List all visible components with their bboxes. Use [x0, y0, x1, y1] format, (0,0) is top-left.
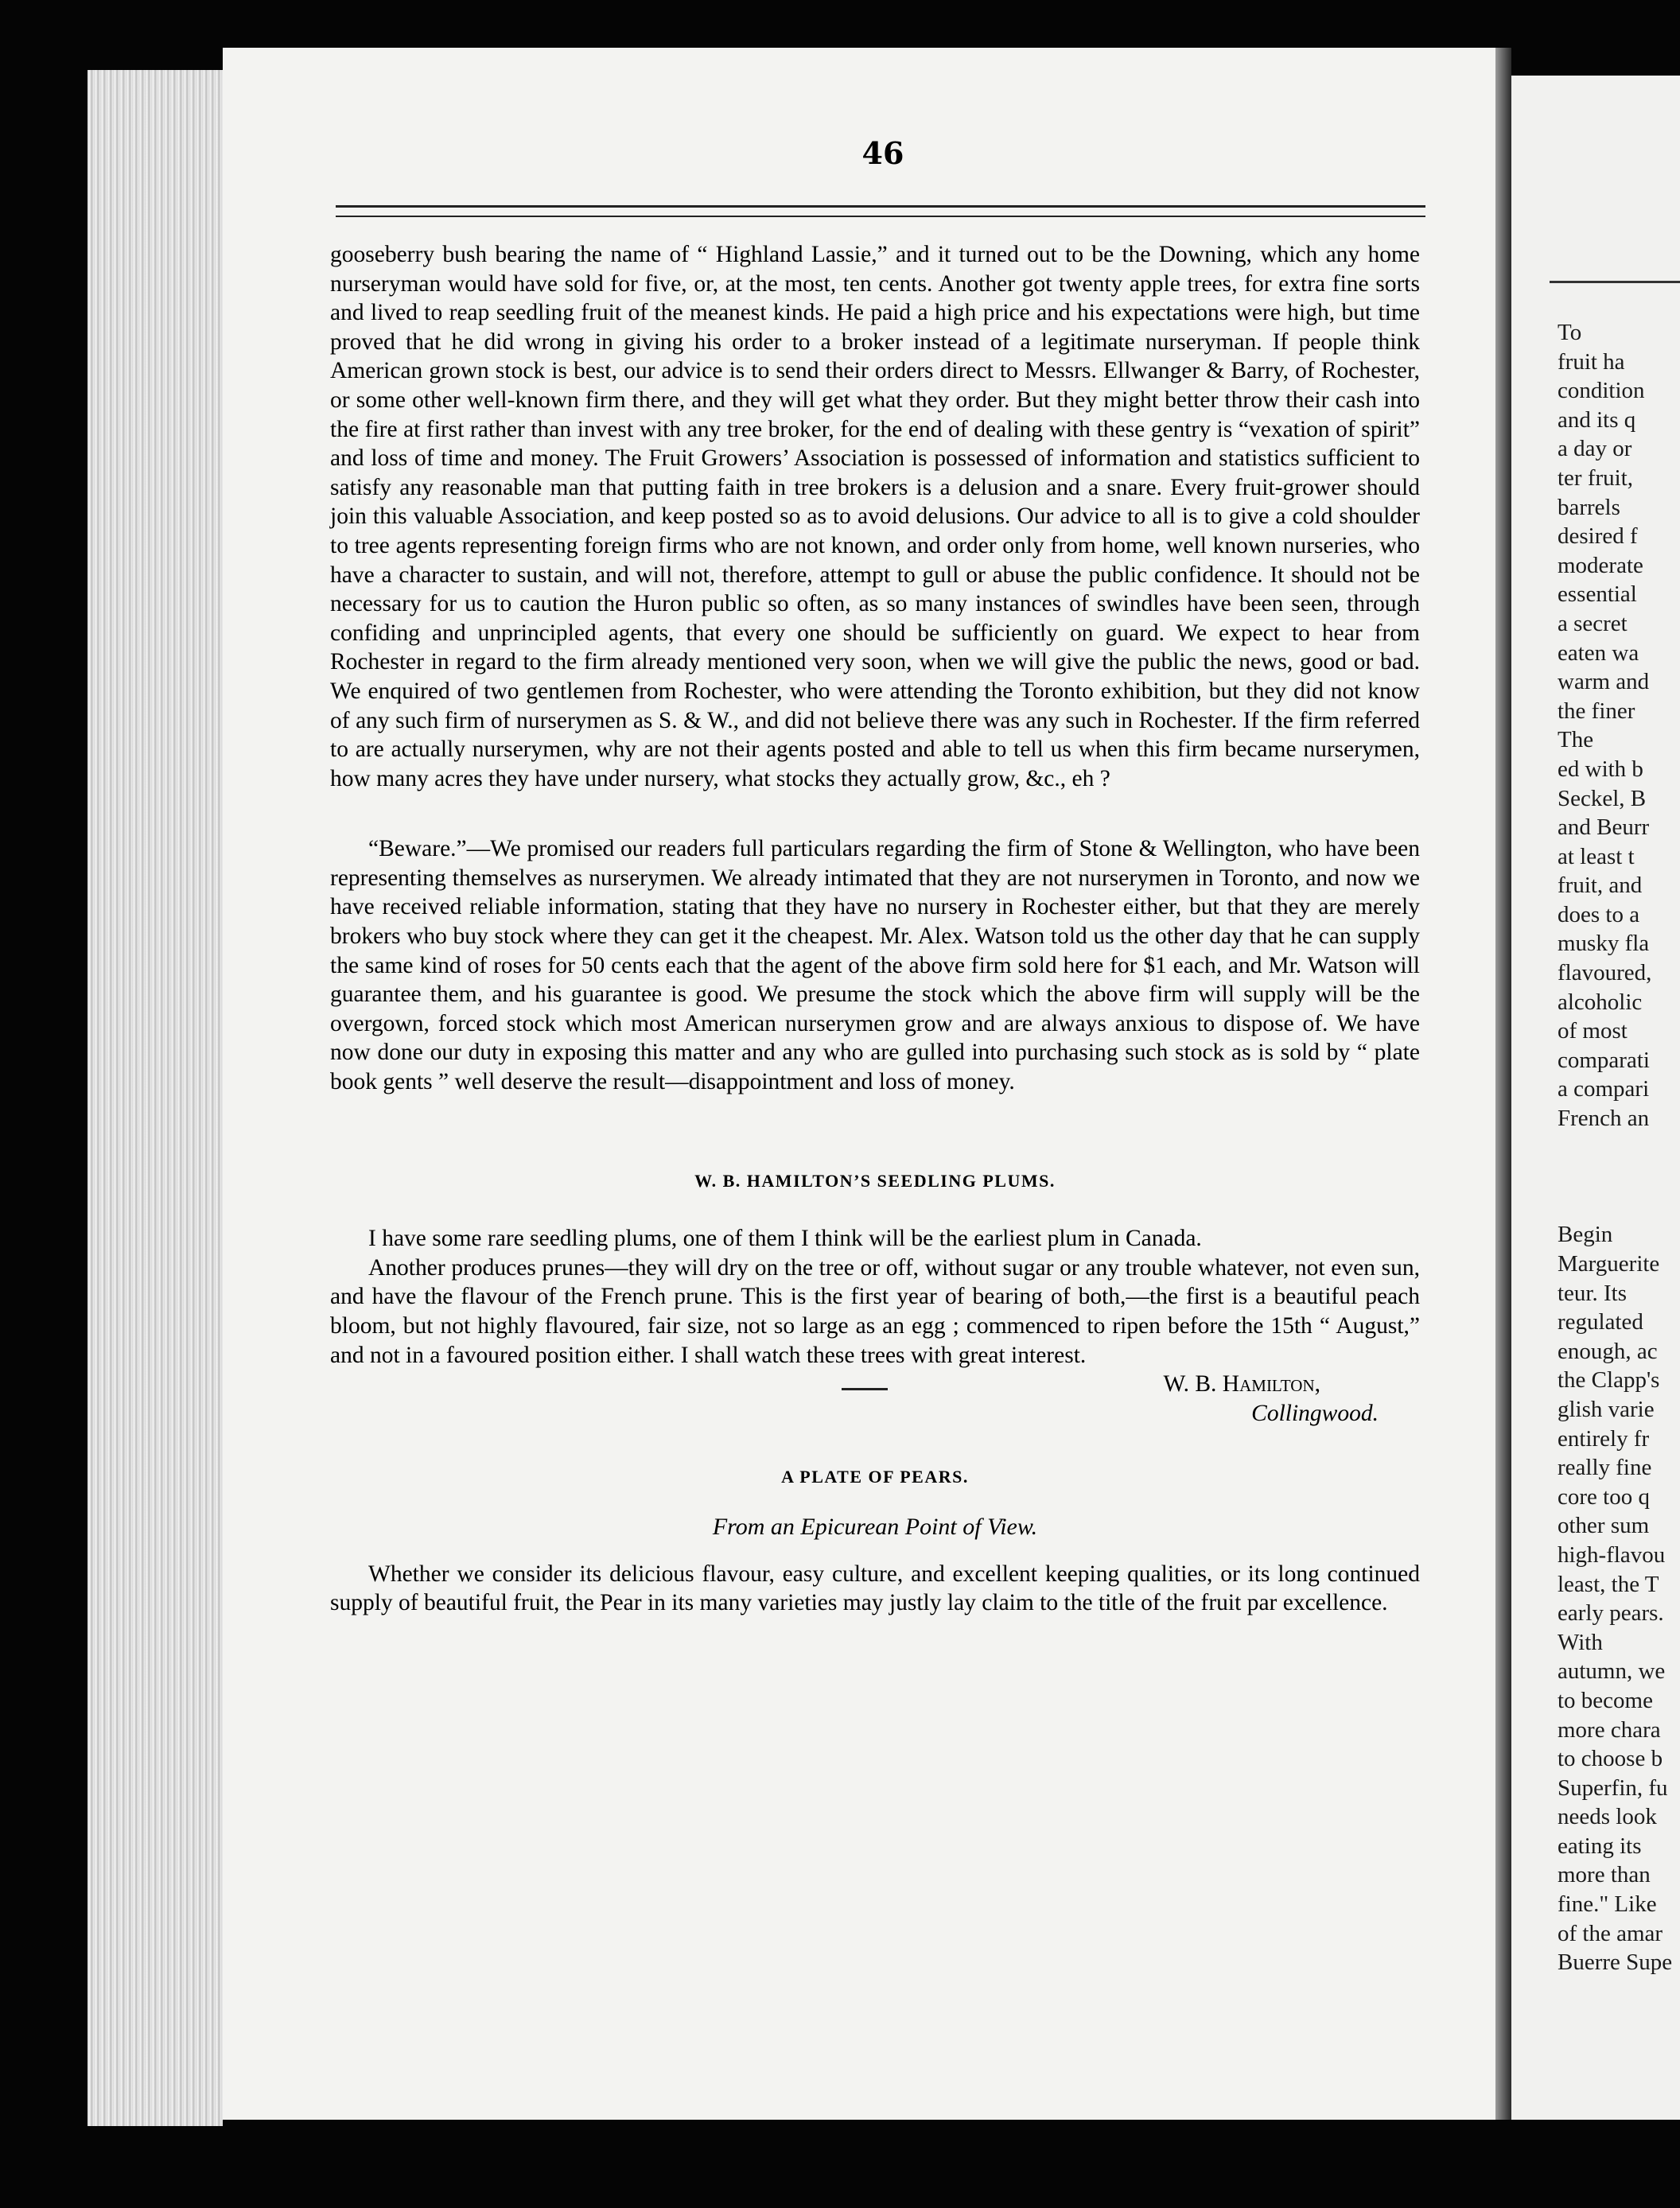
- right-page-line: entirely fr: [1558, 1425, 1650, 1452]
- right-page-line: a compari: [1558, 1076, 1650, 1102]
- right-page-line: really fine: [1558, 1455, 1652, 1481]
- right-page-line: comparati: [1558, 1047, 1650, 1073]
- section-divider-rule: [842, 1388, 888, 1390]
- right-page-line: needs look: [1558, 1804, 1657, 1830]
- right-page: [1511, 76, 1680, 2120]
- right-page-line: at least t: [1558, 843, 1635, 869]
- right-page-line: fruit ha: [1558, 348, 1625, 375]
- book-page-edges: [88, 70, 223, 2126]
- section-subheading-pears: From an Epicurean Point of View.: [712, 1513, 1038, 1540]
- right-page-line: Marguerite: [1558, 1251, 1660, 1277]
- right-page-line: barrels: [1558, 494, 1620, 520]
- right-page-line: eating its: [1558, 1833, 1642, 1859]
- right-page-line: the finer: [1558, 698, 1635, 724]
- right-page-line: glish varie: [1558, 1396, 1655, 1422]
- right-page-line: desired f: [1558, 523, 1638, 550]
- section-heading-hamilton: W. B. HAMILTON’S SEEDLING PLUMS.: [694, 1170, 1056, 1191]
- right-page-line: French an: [1558, 1106, 1650, 1132]
- right-page-line: ter fruit,: [1558, 465, 1634, 491]
- right-page-line: autumn, we: [1558, 1658, 1666, 1685]
- right-page-line: and its q: [1558, 406, 1636, 433]
- header-double-rule: [336, 205, 1425, 217]
- right-page-line: other sum: [1558, 1513, 1650, 1539]
- right-page-line: a day or: [1558, 436, 1632, 462]
- page-number: 46: [861, 135, 904, 171]
- right-page-line: moderate: [1558, 552, 1643, 578]
- right-page-line: a secret: [1558, 610, 1628, 636]
- signature-place: Collingwood.: [1251, 1400, 1379, 1426]
- right-page-line: teur. Its: [1558, 1280, 1627, 1306]
- right-page-line: musky fla: [1558, 931, 1650, 957]
- right-page-line: to become: [1558, 1687, 1653, 1713]
- paragraph-pears: Whether we consider its delicious flavour, easy culture, and excellent keeping qualities, or its long continued supply of beautiful fruit, the Pear in its many varieties may justly lay claim to the title of the fruit par excellence.: [330, 1561, 1420, 1616]
- right-page-line: the Clapp's: [1558, 1367, 1660, 1394]
- right-page-line: and Beurr: [1558, 814, 1650, 841]
- right-page-text: [1558, 318, 1680, 1977]
- right-page-line: core too q: [1558, 1483, 1650, 1510]
- right-page-line: [1558, 1191, 1680, 1221]
- right-page-line: high-flavou: [1558, 1541, 1666, 1568]
- right-page-line: eaten wa: [1558, 639, 1639, 666]
- right-page-line: of the amar: [1558, 1920, 1663, 1946]
- right-page-line: ed with b: [1558, 756, 1643, 782]
- right-page-line: more chara: [1558, 1716, 1661, 1743]
- paragraph-brokers: gooseberry bush bearing the name of “ Highland Lassie,” and it turned out to be the Downing, which any home nurseryman would have sold for five, or, at the most, ten cents. Another got twenty apple trees, for extra fine sorts and lived to reap seedling fruit of the meanest kinds. He paid a high price and his expectations were high, but time proved that he did wrong in giving his order to a broker instead of a legitimate nurseryman. If people think American grown stock is best, our advice is to send their orders direct to Messrs. Ellwanger & Barry, of Rochester, or some other well-known firm there, and they will get what they order. But they might better throw their cash into the fire at first rather than invest with any tree broker, for the end of dealing with these gentry is “vexation of spirit” and loss of time and money. The Fruit Growers’ Association is possessed of information and statistics sufficient to satisfy any reasonable man that putting faith in tree brokers is a delusion and a snare. Every fruit-grower should join this valuable Association, and keep posted so as to avoid delusions. Our advice to all is to give a cold shoulder to tree agents representing foreign firms who are not known, and order only from home, well known nurseries, who have a character to sustain, and will not, therefore, attempt to gull or abuse the public confidence. It should not be necessary for us to caution the Huron public so often, as so many instances of swindles have been seen, through confiding and unprincipled agents, that every one should be sufficiently on guard. We expect to hear from Rochester in regard to the firm already mentioned very soon, when we will give the public the news, good or bad. We enquired of two gentlemen from Rochester, who were attending the Toronto exhibition, but they did not know of any such firm of nurserymen as S. & W., and did not believe there was any such in Rochester. If the firm referred to are actually nurserymen, why are not their agents posted and able to tell us when this firm became nurserymen, how many acres they have under nursery, what stocks they actually grow, &c., eh ?: [330, 242, 1420, 791]
- right-page-line: regulated: [1558, 1309, 1643, 1335]
- right-page-line: least, the T: [1558, 1571, 1659, 1597]
- right-page-line: does to a: [1558, 901, 1640, 927]
- right-page-line: [1558, 1162, 1680, 1191]
- right-page-line: Seckel, B: [1558, 785, 1647, 811]
- paragraph-beware: “Beware.”—We promised our readers full particulars regarding the firm of Stone & Wellington, who have been representing themselves as nurserymen. We already intimated that they are not nurserymen in Toronto, and now we have received reliable information, stating that they have no nursery in Rochester either, but that they are merely brokers who buy stock where they can get it the cheapest. Mr. Alex. Watson told us the other day that he can supply the same kind of roses for 50 cents each that the agent of the above firm sold here for $1 each, and Mr. Watson will guarantee them, and his guarantee is good. We presume the stock which the above firm will supply will be the overgown, forced stock which most American nurserymen grow and are always anxious to dispose of. We have now done our duty in exposing this matter and any who are gulled into purchasing such stock as is sold by “ plate book gents ” well deserve the result—disappointment and loss of money.: [330, 836, 1420, 1095]
- section-spacer: [330, 1097, 1420, 1167]
- right-page-line: fruit, and: [1558, 873, 1643, 899]
- right-page-line: With: [1558, 1629, 1603, 1655]
- right-page-line: Superfin, fu: [1558, 1775, 1668, 1801]
- right-page-line: To: [1558, 320, 1582, 345]
- right-page-line: alcoholic: [1558, 989, 1643, 1015]
- right-page-line: essential: [1558, 581, 1637, 608]
- paragraph-hamilton-2: Another produces prunes—they will dry on the tree or off, without sugar or any trouble whatever, not even sun, and have the flavour of the French prune. This is the first year of bearing of both,—the first is a beautiful peach bloom, but not highly flavoured, fair size, not so large as an egg ; commenced to ripen before the 15th “ August,” and not in a favoured position either. I shall watch these trees with great interest.: [330, 1254, 1420, 1368]
- right-page-line: Begin: [1558, 1222, 1613, 1248]
- paragraph-hamilton-1: I have some rare seedling plums, one of them I think will be the earliest plum in Canada.: [368, 1226, 1202, 1252]
- right-page-line: enough, ac: [1558, 1338, 1658, 1364]
- right-page-line: condition: [1558, 378, 1645, 404]
- section-heading-pears: A PLATE OF PEARS.: [781, 1467, 969, 1487]
- article-body: [330, 240, 1420, 1618]
- right-page-line: more than: [1558, 1862, 1651, 1888]
- right-page-line: early pears.: [1558, 1600, 1664, 1627]
- right-page-line: warm and: [1558, 669, 1650, 695]
- book-gutter: [1495, 48, 1511, 2120]
- right-page-line: The: [1558, 727, 1594, 753]
- right-page-line: of most: [1558, 1018, 1628, 1044]
- right-page-line: to choose b: [1558, 1746, 1663, 1772]
- right-page-line: fine." Like: [1558, 1891, 1657, 1918]
- right-page-header-rule: [1550, 281, 1680, 283]
- right-page-line: [1558, 1133, 1680, 1163]
- right-page-line: Buerre Supe: [1558, 1949, 1673, 1976]
- right-page-line: flavoured,: [1558, 960, 1652, 986]
- signature-name: W. B. Hamilton,: [1163, 1371, 1320, 1397]
